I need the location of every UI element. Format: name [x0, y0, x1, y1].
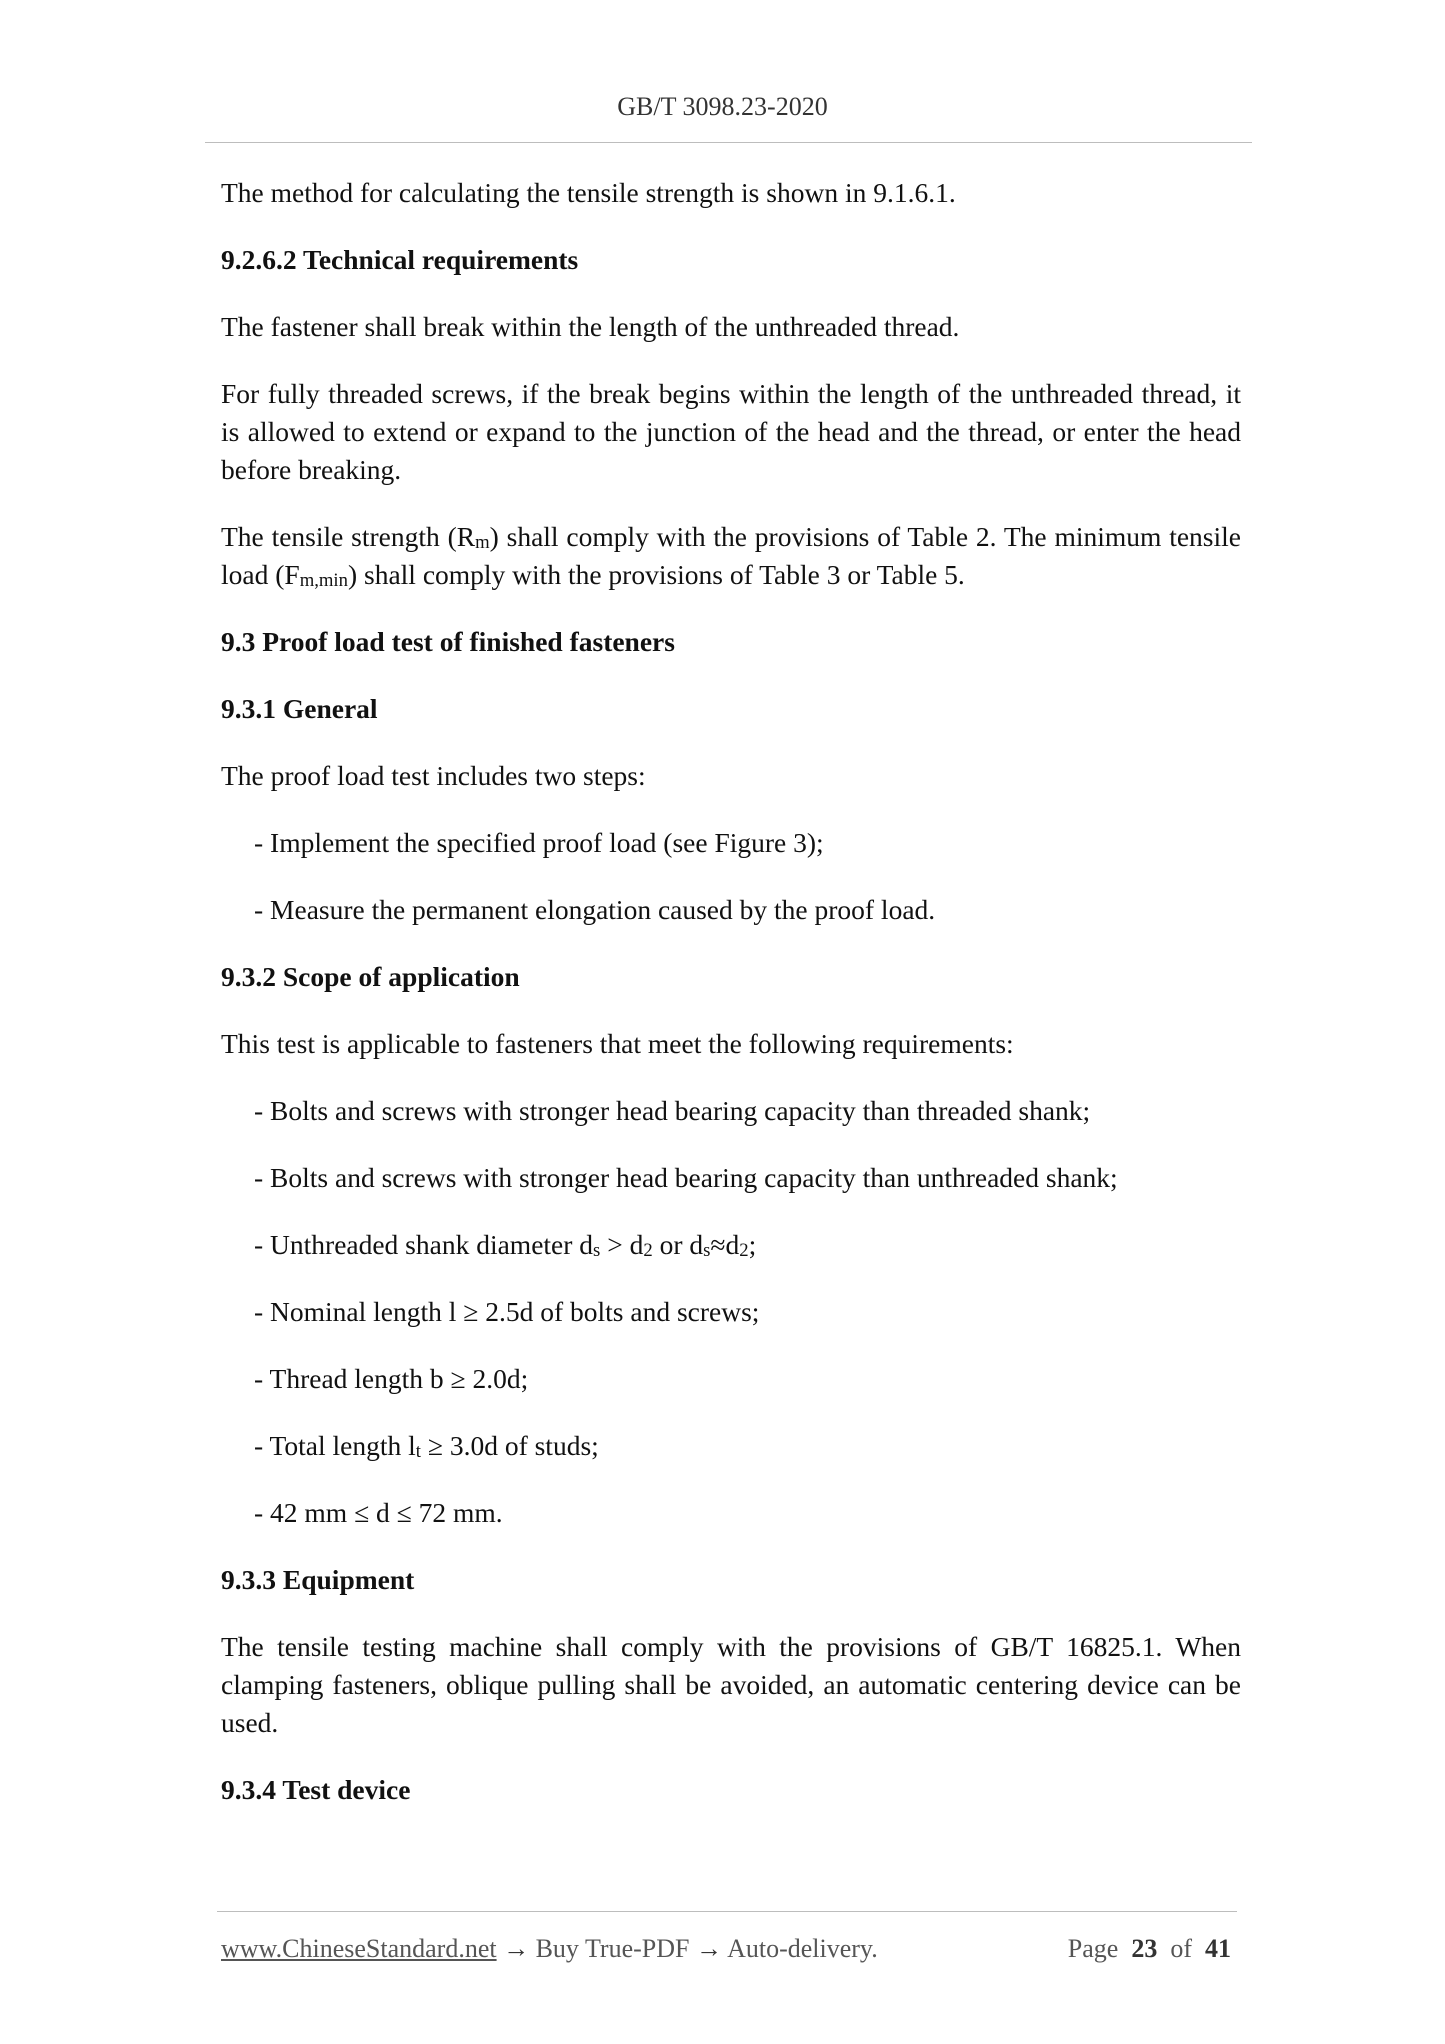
- header-divider: [205, 142, 1252, 143]
- arrow-right-icon: →: [696, 1934, 722, 1963]
- list-item-unthreaded-shank: - Bolts and screws with stronger head bearing capacity than unthreaded shank;: [254, 1162, 1118, 1193]
- arrow-right-icon: →: [503, 1934, 530, 1963]
- total-pages-number: 41: [1205, 1934, 1231, 1963]
- current-page-number: 23: [1131, 1934, 1158, 1963]
- list-item-shank-diameter: - Unthreaded shank diameter $d_s > d_2$ or $d_s\approx d_2$;: [254, 1229, 757, 1262]
- auto-delivery-text: Auto-delivery.: [727, 1934, 878, 1963]
- paragraph-equipment: The tensile testing machine shall comply with the provisions of GB/T 16825.1. When clamping fasteners, oblique pulling shall be avoided, an automatic centering device can be used.: [221, 1631, 1241, 1738]
- paragraph-calc-method: The method for calculating the tensile strength is shown in 9.1.6.1.: [221, 177, 956, 208]
- heading-9-3-4: 9.3.4 Test device: [221, 1774, 411, 1805]
- paragraph-tensile-strength: The tensile strength $(R_m)$ shall comply with the provisions of Table 2. The minimum tensile load $(F_{m,min})$ shall comply with the provisions of Table 3 or Table 5.: [221, 521, 1241, 592]
- list-item-threaded-shank: - Bolts and screws with stronger head bearing capacity than threaded shank;: [254, 1095, 1091, 1126]
- list-item-thread-length: - Thread length b ≥ 2.0d;: [254, 1363, 529, 1394]
- document-code-header: GB/T 3098.23-2020: [617, 92, 828, 121]
- list-item-implement: - Implement the specified proof load (see Figure 3);: [254, 827, 824, 858]
- heading-9-3: 9.3 Proof load test of finished fasteners: [221, 626, 675, 657]
- list-item-measure: - Measure the permanent elongation caused by the proof load.: [254, 894, 936, 925]
- website-link[interactable]: www.ChineseStandard.net: [221, 1934, 497, 1963]
- paragraph-applicable: This test is applicable to fasteners that meet the following requirements:: [221, 1028, 1014, 1059]
- page-footer: [221, 1934, 1231, 1964]
- list-item-diameter-range: - 42 mm ≤ d ≤ 72 mm.: [254, 1497, 503, 1528]
- paragraph-two-steps: The proof load test includes two steps:: [221, 760, 646, 791]
- page-indicator: Page 23 of 41: [1067, 1934, 1231, 1963]
- heading-9-3-3: 9.3.3 Equipment: [221, 1564, 415, 1595]
- page-body: [221, 174, 1241, 1838]
- footer-divider: [217, 1911, 1237, 1912]
- heading-9-2-6-2: 9.2.6.2 Technical requirements: [221, 244, 579, 275]
- buy-true-pdf-text: Buy True-PDF: [535, 1934, 690, 1963]
- paragraph-break-location: The fastener shall break within the length of the unthreaded thread.: [221, 311, 960, 342]
- paragraph-fully-threaded: For fully threaded screws, if the break begins within the length of the unthreaded thread, it is allowed to extend or expand to the junction of the head and the thread, or enter the head before breaking.: [221, 378, 1241, 485]
- heading-9-3-1: 9.3.1 General: [221, 693, 378, 724]
- list-item-nominal-length: - Nominal length l ≥ 2.5d of bolts and screws;: [254, 1296, 760, 1327]
- list-item-total-length: - Total length $l_t \ge 3.0d$ of studs;: [254, 1430, 599, 1463]
- heading-9-3-2: 9.3.2 Scope of application: [221, 961, 520, 992]
